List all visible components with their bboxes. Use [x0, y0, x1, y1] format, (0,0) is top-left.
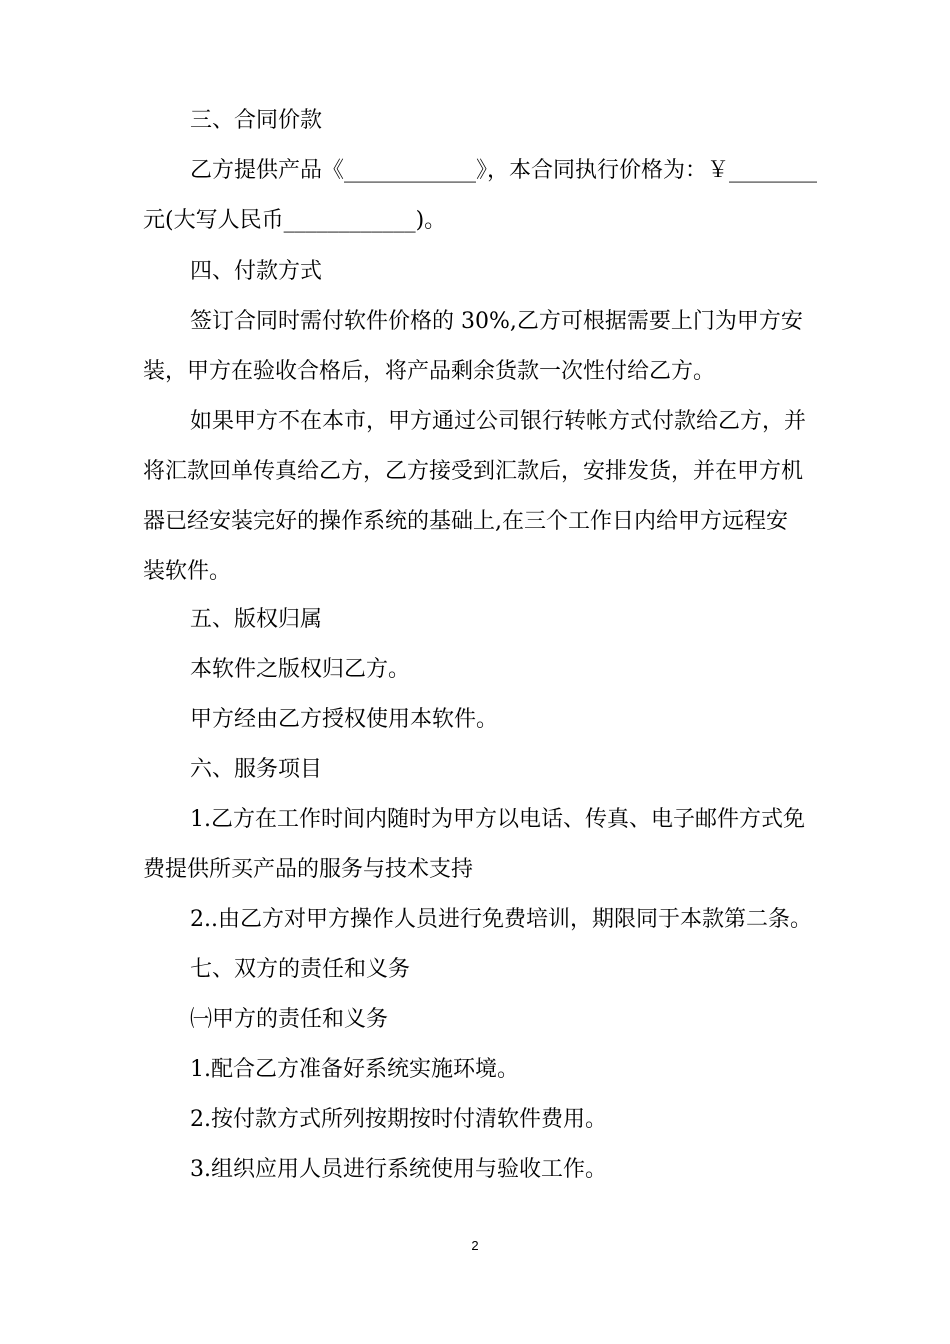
- page-number: 2: [471, 1238, 479, 1253]
- paragraph-line: 1.乙方在工作时间内随时为甲方以电话、传真、电子邮件方式免: [190, 807, 805, 832]
- paragraph-line: 如果甲方不在本市，甲方通过公司银行转帐方式付款给乙方，并: [190, 409, 807, 434]
- section-heading-responsibilities: 七、双方的责任和义务: [190, 957, 411, 982]
- paragraph-line: 甲方经由乙方授权使用本软件。: [190, 707, 499, 732]
- list-item: 1.配合乙方准备好系统实施环境。: [190, 1057, 519, 1082]
- list-item: 2.按付款方式所列按期按时付清软件费用。: [190, 1107, 607, 1132]
- section-heading-service-items: 六、服务项目: [190, 757, 323, 782]
- paragraph-line: 装，甲方在验收合格后，将产品剩余货款一次性付给乙方。: [143, 359, 716, 384]
- paragraph-line: 费提供所买产品的服务与技术支持: [143, 857, 474, 882]
- paragraph-line: 签订合同时需付软件价格的 30%,乙方可根据需要上门为甲方安: [190, 309, 803, 334]
- section-heading-payment-method: 四、付款方式: [190, 259, 323, 284]
- paragraph-line: 器已经安装完好的操作系统的基础上,在三个工作日内给甲方远程安: [143, 509, 788, 534]
- section-heading-copyright: 五、版权归属: [190, 607, 323, 632]
- section-heading-contract-price: 三、合同价款: [190, 108, 323, 133]
- paragraph-line: 装软件。: [143, 559, 232, 584]
- paragraph-line: 乙方提供产品《____________》，本合同执行价格为：￥________: [190, 158, 818, 183]
- paragraph-line: 元(大写人民币____________)。: [143, 208, 447, 233]
- subsection-heading: ㈠甲方的责任和义务: [190, 1007, 389, 1032]
- list-item: 3.组织应用人员进行系统使用与验收工作。: [190, 1157, 607, 1182]
- paragraph-line: 将汇款回单传真给乙方，乙方接受到汇款后，安排发货，并在甲方机: [143, 459, 804, 484]
- paragraph-line: 2..由乙方对甲方操作人员进行免费培训，期限同于本款第二条。: [190, 907, 812, 932]
- paragraph-line: 本软件之版权归乙方。: [190, 657, 411, 682]
